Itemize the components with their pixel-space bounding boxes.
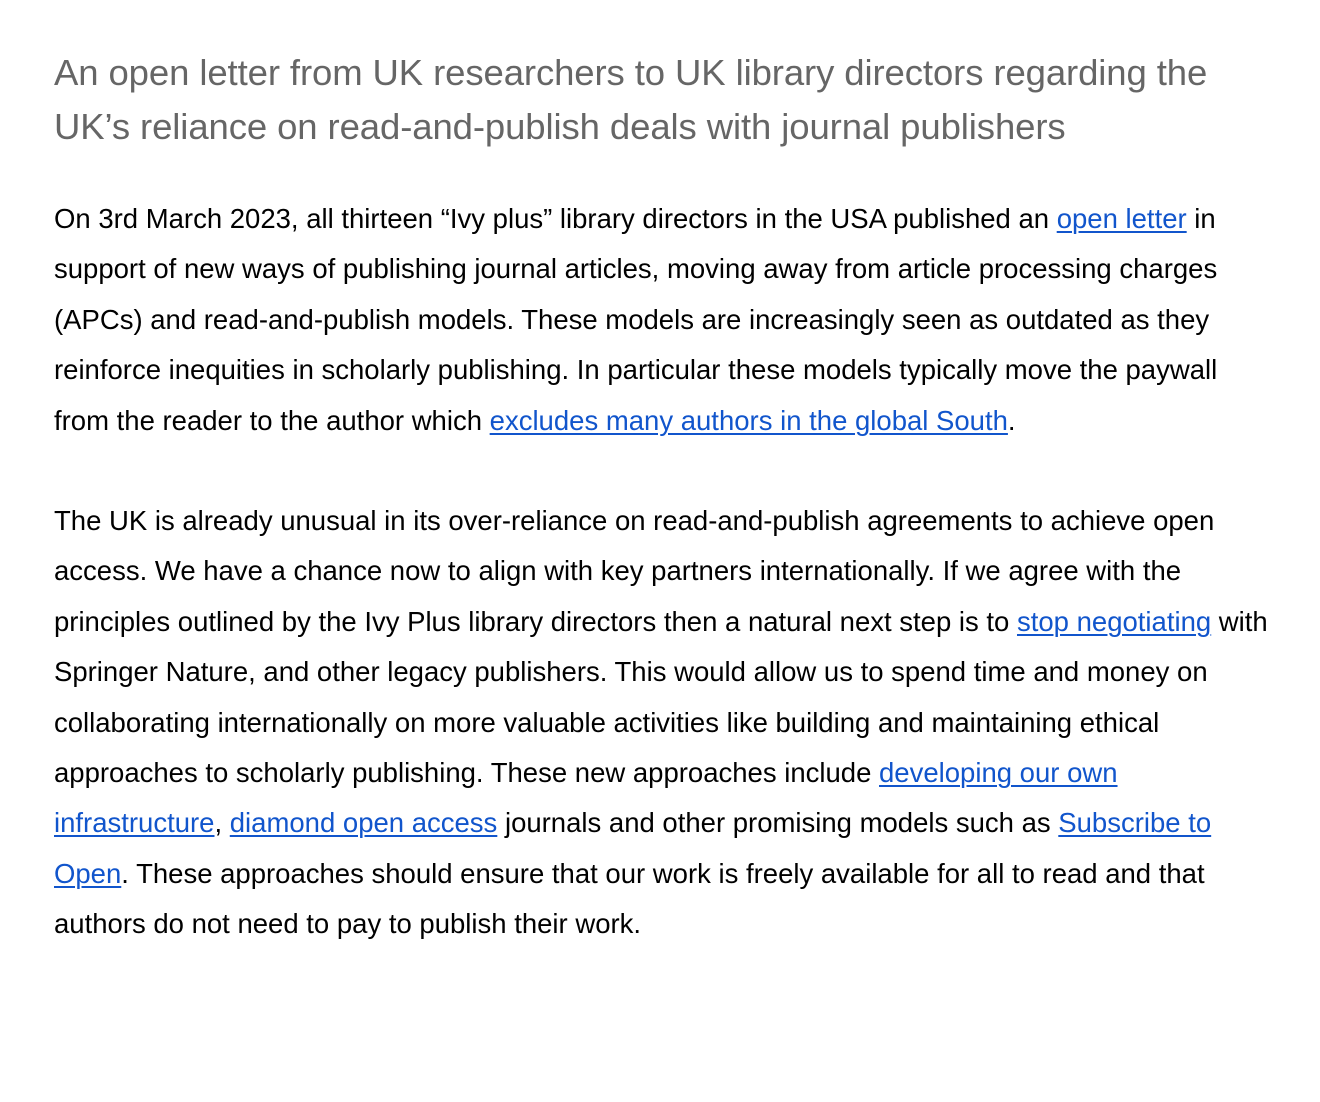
paragraph-2-text-5: . These approaches should ensure that our work is freely available for all to read and that authors do not need to pay to publish their work. [54, 857, 1205, 940]
paragraph-1-text-3: . [1007, 404, 1016, 436]
paragraph-uk-over-reliance [54, 496, 1270, 950]
paragraph-1-text-1: On 3rd March 2023, all thirteen “Ivy plus” library directors in the USA published an [54, 203, 1057, 234]
paragraph-2-text-1: The UK is already unusual in its over-reliance on read-and-publish agreements to achieve open access. We have a chance now to align with key partners internationally. If we agree with the principles outlined by the Ivy Plus library directors then a natural next step is to [54, 505, 1215, 637]
document-body [54, 46, 1270, 950]
subscribe-to-open-link[interactable]: Subscribe to Open [54, 807, 1212, 889]
paragraph-2-text-2: with Springer Nature, and other legacy publishers. This would allow us to spend time and money on collaborating internationally on more valuable activities like building and maintaining ethical approaches to scholarly publishing. These new approaches include [54, 605, 1268, 789]
open-letter-link[interactable]: open letter [1056, 203, 1187, 234]
paragraph-2-text-3: , [214, 807, 230, 839]
stop-negotiating-link[interactable]: stop negotiating [1016, 605, 1212, 637]
excludes-authors-link[interactable]: excludes many authors in the global South [489, 404, 1008, 436]
paragraph-ivy-plus-letter [54, 194, 1270, 446]
diamond-open-access-link[interactable]: diamond open access [229, 807, 498, 839]
document-title: An open letter from UK researchers to UK library directors regarding the UK’s reliance on read-and-publish deals with journal publishers [54, 52, 1208, 147]
paragraph-1-text-2: in support of new ways of publishing journal articles, moving away from article processing charges (APCs) and read-and-publish models. These models are increasingly seen as outdated as they reinforce inequities in scholarly publishing. In particular these models typically move the paywall from the reader to the author which [54, 203, 1218, 436]
paragraph-2-text-4: journals and other promising models such as [497, 807, 1059, 839]
developing-infrastructure-link[interactable]: developing our own infrastructure [54, 757, 1118, 839]
